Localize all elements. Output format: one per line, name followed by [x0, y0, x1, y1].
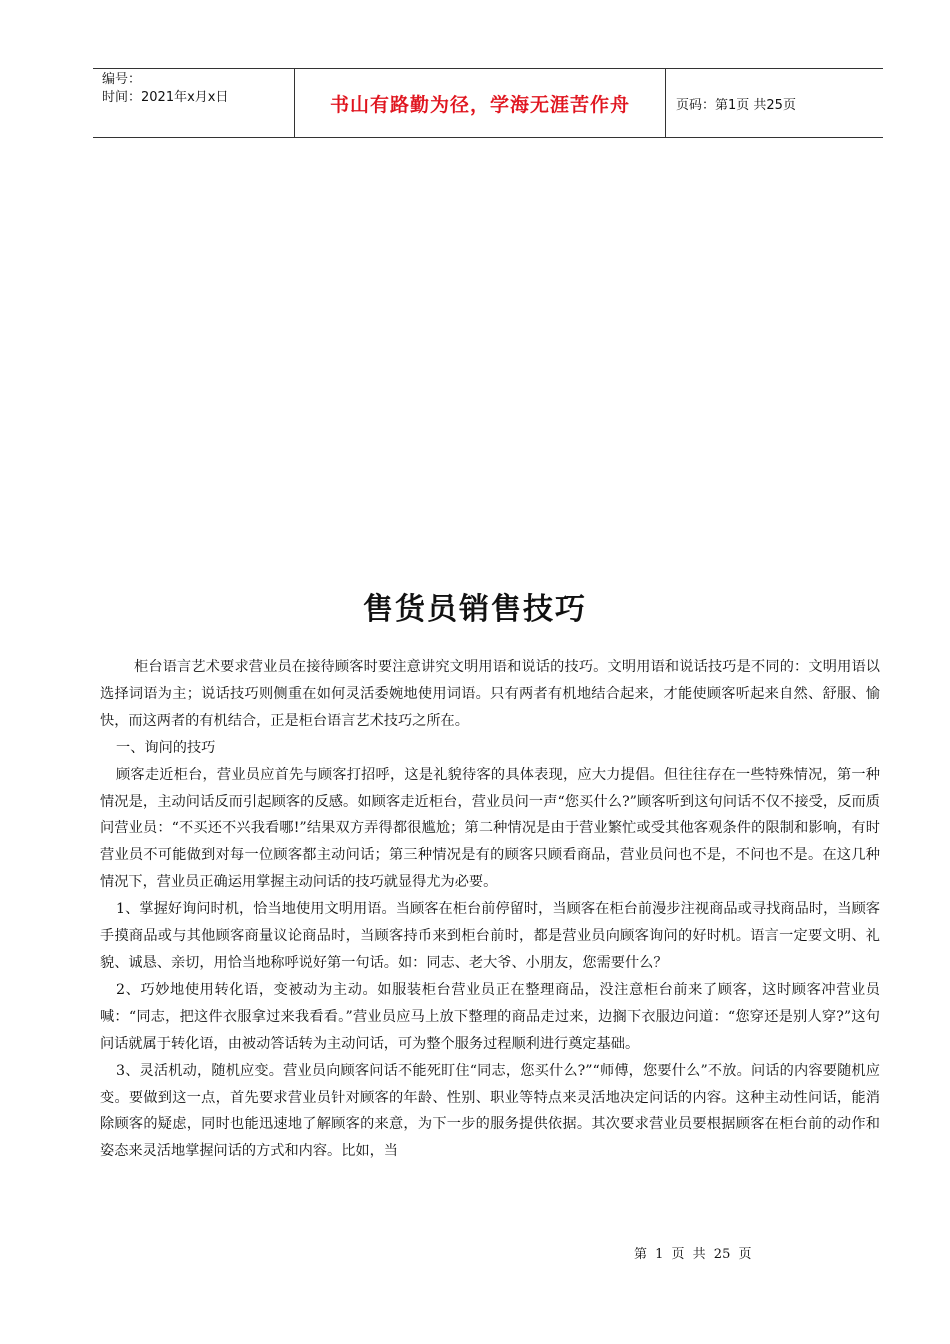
header-motto-cell: [294, 69, 666, 137]
intro-paragraph: 柜台语言艺术要求营业员在接待顾客时要注意讲究文明用语和说话的技巧。文明用语和说话技巧是不同的：文明用语以选择词语为主；说话技巧则侧重在如何灵活委婉地使用词语。只有两者有机地结合起来，才能使顾客听起来自然、舒服、愉快，而这两者的有机结合，正是柜台语言艺术技巧之所在。: [100, 659, 880, 729]
doc-number-label: 编号：: [102, 72, 142, 87]
section-heading: 一、询问的技巧: [116, 739, 216, 756]
page-footer: 第 1 页 共 25 页: [634, 1247, 752, 1262]
document-title: 售货员销售技巧: [363, 592, 587, 627]
header-page-info: 页码：第1页 共25页: [676, 97, 796, 113]
header-page-info-cell: [666, 69, 883, 137]
body-paragraph: 顾客走近柜台，营业员应首先与顾客打招呼，这是礼貌待客的具体表现，应大力提倡。但往往存在一些特殊情况，第一种情况是，主动问话反而引起顾客的反感。如顾客走近柜台，营业员问一声“您买什么?”顾客听到这句问话不仅不接受，反而质问营业员：“不买还不兴我看哪!”结果双方弄得都很尴尬；第二种情况是由于营业繁忙或受其他客观条件的限制和影响，有时营业员不可能做到对每一位顾客都主动问话；第三种情况是有的顾客只顾看商品，营业员问也不是，不问也不是。在这几种情况下，营业员正确运用掌握主动问话的技巧就显得尤为必要。: [100, 766, 880, 891]
header-motto: 书山有路勤为径，学海无涯苦作舟: [329, 93, 630, 116]
time-label: 时间：2021年x月x日: [102, 90, 229, 105]
body-paragraph: 2、巧妙地使用转化语，变被动为主动。如服装柜台营业员正在整理商品，没注意柜台前来了顾客，这时顾客冲营业员喊：“同志，把这件衣服拿过来我看看。”营业员应马上放下整理的商品走过来，边搁下衣服边问道：“您穿还是别人穿?”这句问话就属于转化语，由被动答话转为主动问话，可为整个服务过程顺利进行奠定基础。: [100, 981, 880, 1052]
document-body: [100, 654, 880, 1165]
body-paragraph: 1、掌握好询问时机，恰当地使用文明用语。当顾客在柜台前停留时，当顾客在柜台前漫步注视商品或寻找商品时，当顾客手摸商品或与其他顾客商量议论商品时，当顾客持币来到柜台前时，都是营业员向顾客询问的好时机。语言一定要文明、礼貌、诚恳、亲切，用恰当地称呼说好第一句话。如：同志、老大爷、小朋友，您需要什么？: [100, 901, 880, 971]
header-meta: [93, 69, 294, 137]
page-header: [93, 68, 883, 138]
body-paragraph: 3、灵活机动，随机应变。营业员向顾客问话不能死盯住“同志，您买什么?”“师傅，您要什么”不放。问话的内容要随机应变。要做到这一点，首先要求营业员针对顾客的年龄、性别、职业等特点来灵活地决定问话的内容。这种主动性问话，能消除顾客的疑虑，同时也能迅速地了解顾客的来意，为下一步的服务提供依据。其次要求营业员要根据顾客在柜台前的动作和姿态来灵活地掌握问话的方式和内容。比如，当: [100, 1062, 880, 1160]
